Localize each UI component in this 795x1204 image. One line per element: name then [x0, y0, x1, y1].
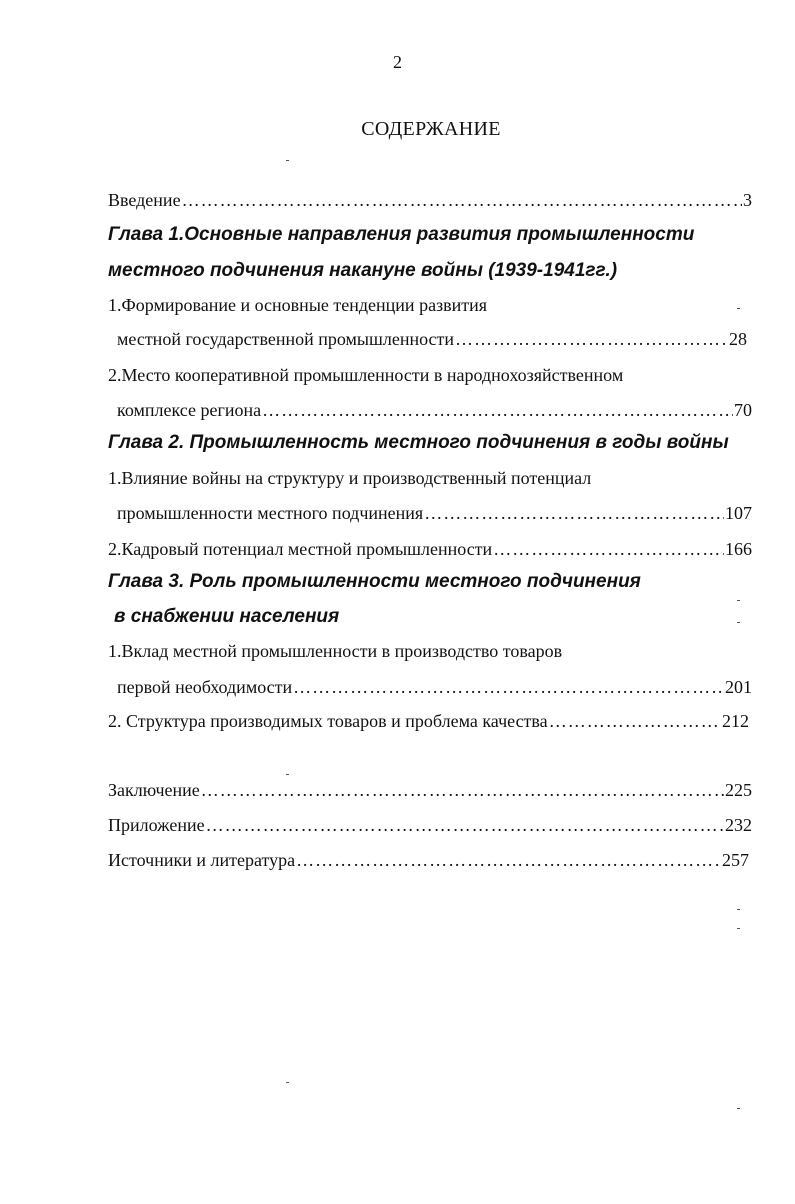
- toc-entry-page: 257: [722, 850, 749, 870]
- scan-speck: [737, 308, 740, 309]
- scan-speck: [737, 1108, 740, 1109]
- dot-leader: [455, 328, 728, 350]
- toc-entry-label: Заключение: [108, 780, 200, 800]
- toc-entry-page: 201: [725, 677, 752, 697]
- section-3-1-line-1: 1.Вклад местной промышленности в производство товаров: [108, 641, 563, 661]
- chapter-2-title: Глава 2. Промышленность местного подчинения в годы войны: [108, 432, 729, 453]
- dot-leader: [424, 502, 724, 524]
- section-2-1-line-1: 1.Влияние войны на структуру и производственный потенциал: [108, 468, 592, 488]
- toc-entry-label: промышленности местного подчинения: [117, 503, 424, 523]
- page-number: 2: [393, 52, 402, 72]
- dot-leader: [182, 189, 742, 211]
- dot-leader: [201, 779, 724, 801]
- scan-speck: [286, 1082, 289, 1083]
- section-1-2-line-1: 2.Место кооперативной промышленности в народнохозяйственном: [108, 365, 624, 385]
- toc-entry-section-2-2[interactable]: [108, 538, 752, 560]
- toc-entry-label: 2. Структура производимых товаров и проблема качества: [108, 711, 548, 731]
- toc-entry-label: Введение: [108, 190, 181, 210]
- toc-entry-page: 107: [725, 503, 752, 523]
- toc-entry-sources[interactable]: [108, 849, 749, 871]
- toc-entry-section-2-1[interactable]: [117, 502, 752, 524]
- scan-speck: [737, 909, 740, 910]
- toc-entry-section-3-2[interactable]: [108, 710, 749, 732]
- toc-entry-label: Приложение: [108, 815, 205, 835]
- chapter-1-title-line-1: Глава 1.Основные направления развития промышленности: [108, 224, 695, 245]
- toc-entry-label: комплексе региона: [117, 400, 262, 420]
- dot-leader: [293, 676, 724, 698]
- toc-entry-label: местной государственной промышленности: [117, 329, 455, 349]
- toc-entry-label: Источники и литература: [108, 850, 296, 870]
- toc-entry-page: 232: [725, 815, 752, 835]
- toc-entry-label: 2.Кадровый потенциал местной промышленности: [108, 539, 493, 559]
- toc-entry-page: 70: [734, 400, 752, 420]
- scan-speck: [286, 160, 289, 161]
- toc-entry-page: 212: [722, 711, 749, 731]
- toc-entry-section-1-1[interactable]: [117, 328, 747, 350]
- dot-leader: [206, 814, 724, 836]
- toc-entry-page: 166: [725, 539, 752, 559]
- toc-entry-section-3-1[interactable]: [117, 676, 752, 698]
- dot-leader: [493, 538, 724, 560]
- toc-entry-section-1-2[interactable]: [117, 399, 752, 421]
- toc-entry-intro[interactable]: [108, 189, 752, 211]
- toc-entry-page: 225: [725, 780, 752, 800]
- toc-entry-label: первой необходимости: [117, 677, 293, 697]
- dot-leader: [549, 710, 721, 732]
- section-1-1-line-1: 1.Формирование и основные тенденции развития: [108, 295, 488, 315]
- toc-entry-page: 3: [743, 190, 752, 210]
- toc-entry-page: 28: [729, 329, 747, 349]
- chapter-1-title-line-2: местного подчинения накануне войны (1939-1941гг.): [108, 260, 618, 281]
- scan-speck: [737, 622, 740, 623]
- chapter-3-title-line-1: Глава 3. Роль промышленности местного подчинения: [108, 571, 641, 592]
- scan-speck: [737, 600, 740, 601]
- dot-leader: [262, 399, 733, 421]
- toc-title: СОДЕРЖАНИЕ: [361, 118, 501, 140]
- dot-leader: [296, 849, 721, 871]
- scan-speck: [286, 774, 289, 775]
- toc-entry-conclusion[interactable]: [108, 779, 752, 801]
- scan-speck: [737, 928, 740, 929]
- toc-entry-appendix[interactable]: [108, 814, 752, 836]
- chapter-3-title-line-2: в снабжении населения: [114, 606, 340, 627]
